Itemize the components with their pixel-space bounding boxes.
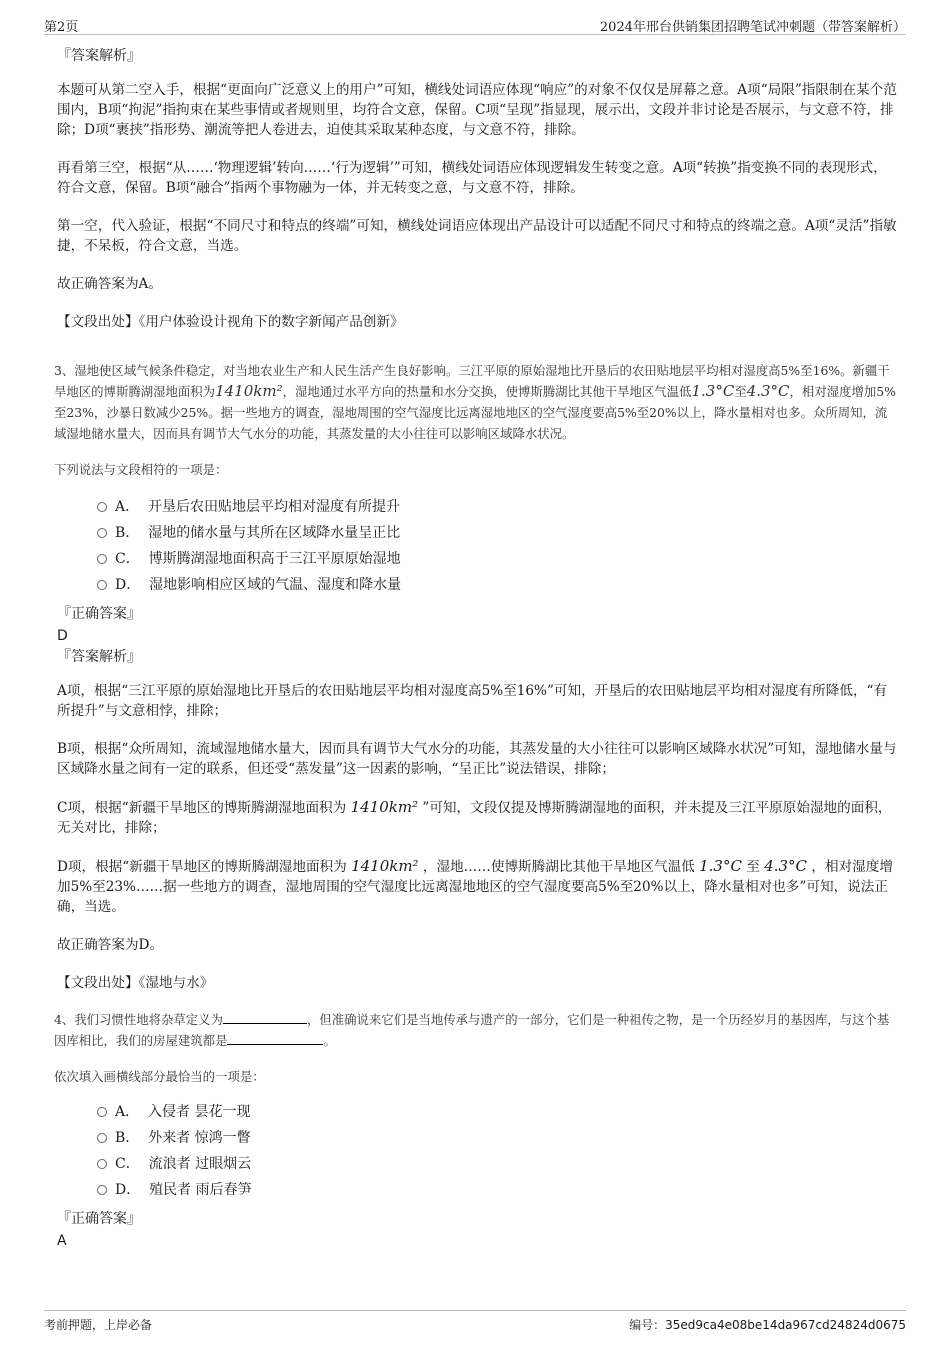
analysis-option-d: D项，根据“新疆干旱地区的博斯腾湖湿地面积为 1410km² ，湿地……使博斯腾湖比其他干旱地区气温低 1.3°C 至 4.3°C ，相对湿度增加5%至23%……据一些地方的调查，湿地周围的空气湿度比远离湿地地区的空气湿度要高5%至20%以上，降水量相对也多”可知，说法正确，当选。 xyxy=(57,857,893,915)
fill-blank-2 xyxy=(227,1032,323,1045)
option-b[interactable]: B． 湿地的储水量与其所在区域降水量呈正比 xyxy=(97,520,897,546)
radio-icon[interactable] xyxy=(97,1107,107,1117)
correct-answer-label: 『正确答案』 xyxy=(57,1211,141,1227)
analysis-paragraph: 再看第三空，根据“从……‘物理逻辑’转向……‘行为逻辑’”可知，横线处词语应体现逻辑发生转变之意。A项“转换”指变换不同的表现形式，符合文意，保留。B项“融合”指两个事物融为一体，并无转变之意，与文意不符，排除。 xyxy=(57,160,887,196)
option-b[interactable]: B． 外来者 惊鸿一瞥 xyxy=(97,1125,897,1151)
radio-icon[interactable] xyxy=(97,528,107,538)
footer-slogan: 考前押题，上岸必备 xyxy=(44,1318,153,1332)
radio-icon[interactable] xyxy=(97,502,107,512)
analysis-label: 『答案解析』 xyxy=(57,649,141,665)
radio-icon[interactable] xyxy=(97,1159,107,1169)
analysis-label: 『答案解析』 xyxy=(57,48,141,64)
radio-icon[interactable] xyxy=(97,1185,107,1195)
option-c[interactable]: C． 流浪者 过眼烟云 xyxy=(97,1151,897,1177)
option-c[interactable]: C． 博斯腾湖湿地面积高于三江平原原始湿地 xyxy=(97,546,897,572)
page-footer xyxy=(44,1310,906,1333)
analysis-paragraph: 本题可从第二空入手，根据“更面向广泛意义上的用户”可知，横线处词语应体现“响应”的对象不仅仅是屏幕之意。A项“局限”指限制在某个范围内，B项“拘泥”指拘束在某些事情或者规则里，均符合文意，保留。C项“呈现”指显现，展示出，文段并非讨论是否展示，与文意不符，排除；D项“裹挟”指形势、潮流等把人卷进去，迫使其采取某种态度，与文意不符，排除。 xyxy=(57,82,897,138)
page-header xyxy=(44,14,906,35)
radio-icon[interactable] xyxy=(97,580,107,590)
option-a[interactable]: A． 开垦后农田贴地层平均相对湿度有所提升 xyxy=(97,494,897,520)
radio-icon[interactable] xyxy=(97,554,107,564)
option-d[interactable]: D． 殖民者 雨后春笋 xyxy=(97,1177,897,1203)
radio-icon[interactable] xyxy=(97,1133,107,1143)
question-4-prompt: 依次填入画横线部分最恰当的一项是： xyxy=(54,1069,265,1084)
source-citation: 【文段出处】《用户体验设计视角下的数字新闻产品创新》 xyxy=(57,314,404,330)
correct-answer: A xyxy=(57,1233,67,1249)
option-d[interactable]: D． 湿地影响相应区域的气温、湿度和降水量 xyxy=(97,572,897,598)
answer-conclusion: 故正确答案为D。 xyxy=(57,937,164,953)
document-title: 2024年邢台供销集团招聘笔试冲刺题（带答案解析） xyxy=(599,20,906,35)
document-id: 编号：35ed9ca4e08be14da967cd24824d0675 xyxy=(629,1318,906,1332)
answer-conclusion: 故正确答案为A。 xyxy=(57,276,162,292)
page-number: 第2页 xyxy=(44,20,79,35)
fill-blank-1 xyxy=(223,1011,307,1024)
correct-answer-label: 『正确答案』 xyxy=(57,606,141,622)
math-temp-low: 1.3°C xyxy=(691,382,735,400)
math-temp-high: 4.3°C xyxy=(746,382,790,400)
correct-answer: D xyxy=(57,628,68,644)
question-4-text: 4、我们习惯性地将杂草定义为 ，但准确说来它们是当地传承与遗产的一部分，它们是一种祖传之物，是一个历经岁月的基因库，与这个基因库相比，我们的房屋建筑都是 。 xyxy=(54,1012,890,1048)
question-3-text: 3、湿地使区域气候条件稳定，对当地农业生产和人民生活产生良好影响。三江平原的原始湿地比开垦后的农田贴地层平均相对湿度高5%至16%。新疆干旱地区的博斯腾湖湿地面积为1410km²，湿地通过水平方向的热量和水分交换，使博斯腾湖比其他干旱地区气温低1.3°C至4.3°C，相对湿度增加5%至23%，沙暴日数减少25%。据一些地方的调查，湿地周围的空气湿度比远离湿地地区的空气湿度要高5%至20%以上，降水量相对也多。众所周知，流域湿地储水量大，因而具有调节大气水分的功能，其蒸发量的大小往往可以影响区域降水状况。 xyxy=(54,363,896,441)
page-content xyxy=(54,46,897,1250)
question-4-options xyxy=(97,1099,897,1203)
analysis-option-b: B项，根据“众所周知，流域湿地储水量大，因而具有调节大气水分的功能，其蒸发量的大小往往可以影响区域降水状况”可知，湿地储水量与区域降水量之间有一定的联系，但还受“蒸发量”这一因素的影响，“呈正比”说法错误，排除； xyxy=(57,741,897,777)
source-citation: 【文段出处】《湿地与水》 xyxy=(57,975,214,991)
option-a[interactable]: A． 入侵者 昙花一现 xyxy=(97,1099,897,1125)
question-3-options xyxy=(97,494,897,598)
math-area: 1410km² xyxy=(215,382,283,400)
question-3-prompt: 下列说法与文段相符的一项是： xyxy=(54,462,228,477)
analysis-option-c: C项，根据“新疆干旱地区的博斯腾湖湿地面积为 1410km² ”可知，文段仅提及博斯腾湖湿地的面积，并未提及三江平原原始湿地的面积，无关对比，排除； xyxy=(57,798,892,836)
analysis-paragraph: 第一空，代入验证，根据“不同尺寸和特点的终端”可知，横线处词语应体现出产品设计可以适配不同尺寸和特点的终端之意。A项“灵活”指敏捷，不呆板，符合文意，当选。 xyxy=(57,218,897,254)
analysis-option-a: A项，根据“三江平原的原始湿地比开垦后的农田贴地层平均相对湿度高5%至16%”可知，开垦后的农田贴地层平均相对湿度有所降低，“有所提升”与文意相悖，排除； xyxy=(57,683,888,719)
